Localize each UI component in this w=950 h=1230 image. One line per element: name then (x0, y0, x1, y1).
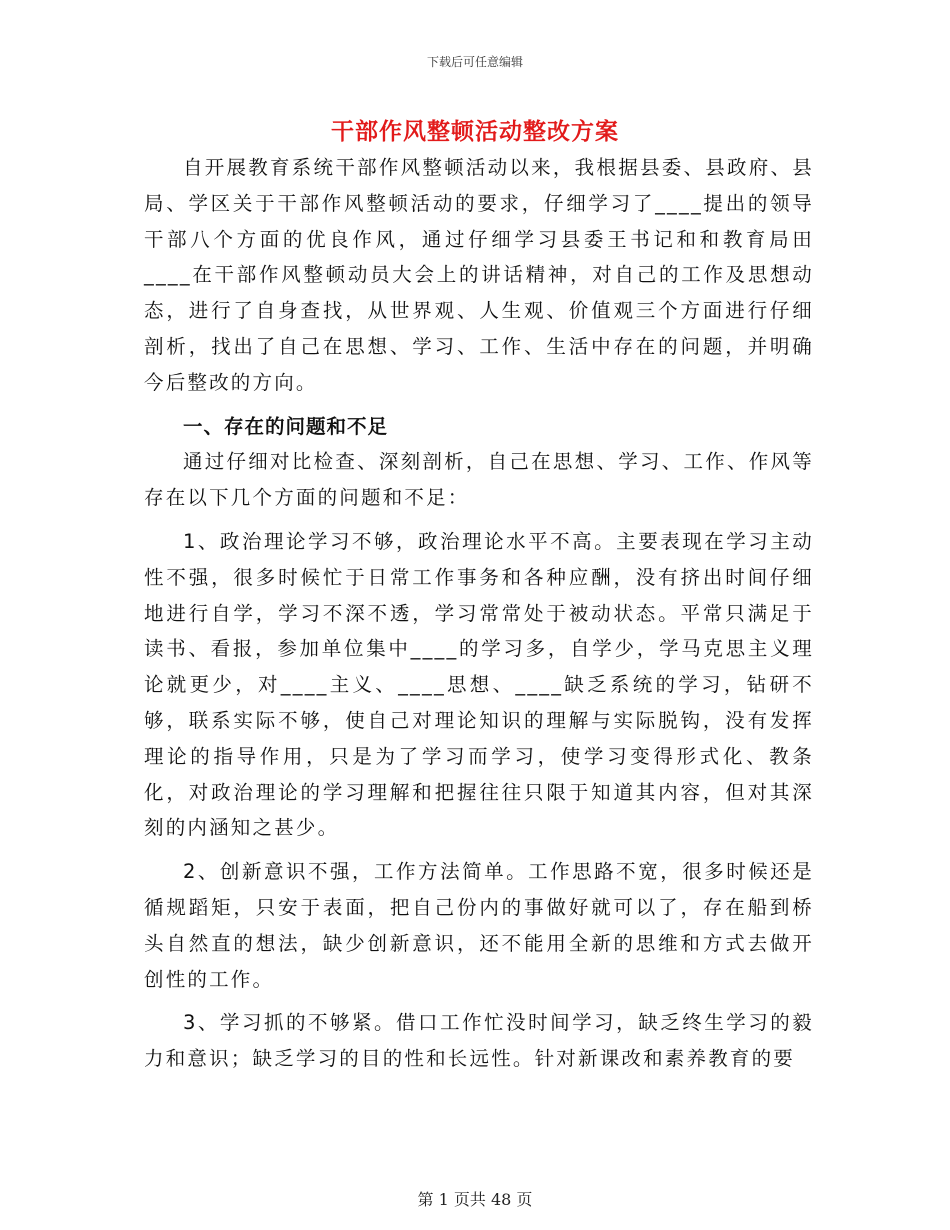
problem-item-1: 1、政治理论学习不够，政治理论水平不高。主要表现在学习主动性不强，很多时候忙于日常工作事务和各种应酬，没有挤出时间仔细地进行自学，学习不深不透，学习常常处于被动状态。平常只满足于读书、看报，参加单位集中____的学习多，自学少，学马克思主义理论就更少，对____主义、____思想、____缺乏系统的学习，钻研不够，联系实际不够，使自己对理论知识的理解与实际脱钩，没有发挥理论的指导作用，只是为了学习而学习，使学习变得形式化、教条化，对政治理论的学习理解和把握往往只限于知道其内容，但对其深刻的内涵知之甚少。 (144, 529, 814, 840)
page-footer: 第 1 页共 48 页 (417, 1190, 533, 1209)
section-heading: 一、存在的问题和不足 (183, 414, 389, 438)
document-title: 干部作风整顿活动整改方案 (331, 119, 619, 145)
problem-item-2: 2、创新意识不强，工作方法简单。工作思路不宽，很多时候还是循规蹈矩，只安于表面，把自己份内的事做好就可以了，存在船到桥头自然直的想法，缺少创新意识，还不能用全新的思维和方式去做开创性的工作。 (144, 860, 814, 991)
problem-item-3: 3、学习抓的不够紧。借口工作忙没时间学习，缺乏终生学习的毅力和意识；缺乏学习的目的性和长远性。针对新课改和素养教育的要 (144, 1011, 814, 1071)
document-body (144, 150, 814, 1077)
intro-paragraph: 自开展教育系统干部作风整顿活动以来，我根据县委、县政府、县局、学区关于干部作风整顿活动的要求，仔细学习了____提出的领导干部八个方面的优良作风，通过仔细学习县委王书记和和教育局田____在干部作风整顿动员大会上的讲话精神，对自己的工作及思想动态，进行了自身查找，从世界观、人生观、价值观三个方面进行仔细剖析，找出了自己在思想、学习、工作、生活中存在的问题，并明确今后整改的方向。 (144, 156, 814, 394)
section-intro-paragraph: 通过仔细对比检查、深刻剖析，自己在思想、学习、工作、作风等存在以下几个方面的问题和不足： (144, 450, 814, 510)
header-note: 下载后可任意编辑 (426, 55, 523, 69)
